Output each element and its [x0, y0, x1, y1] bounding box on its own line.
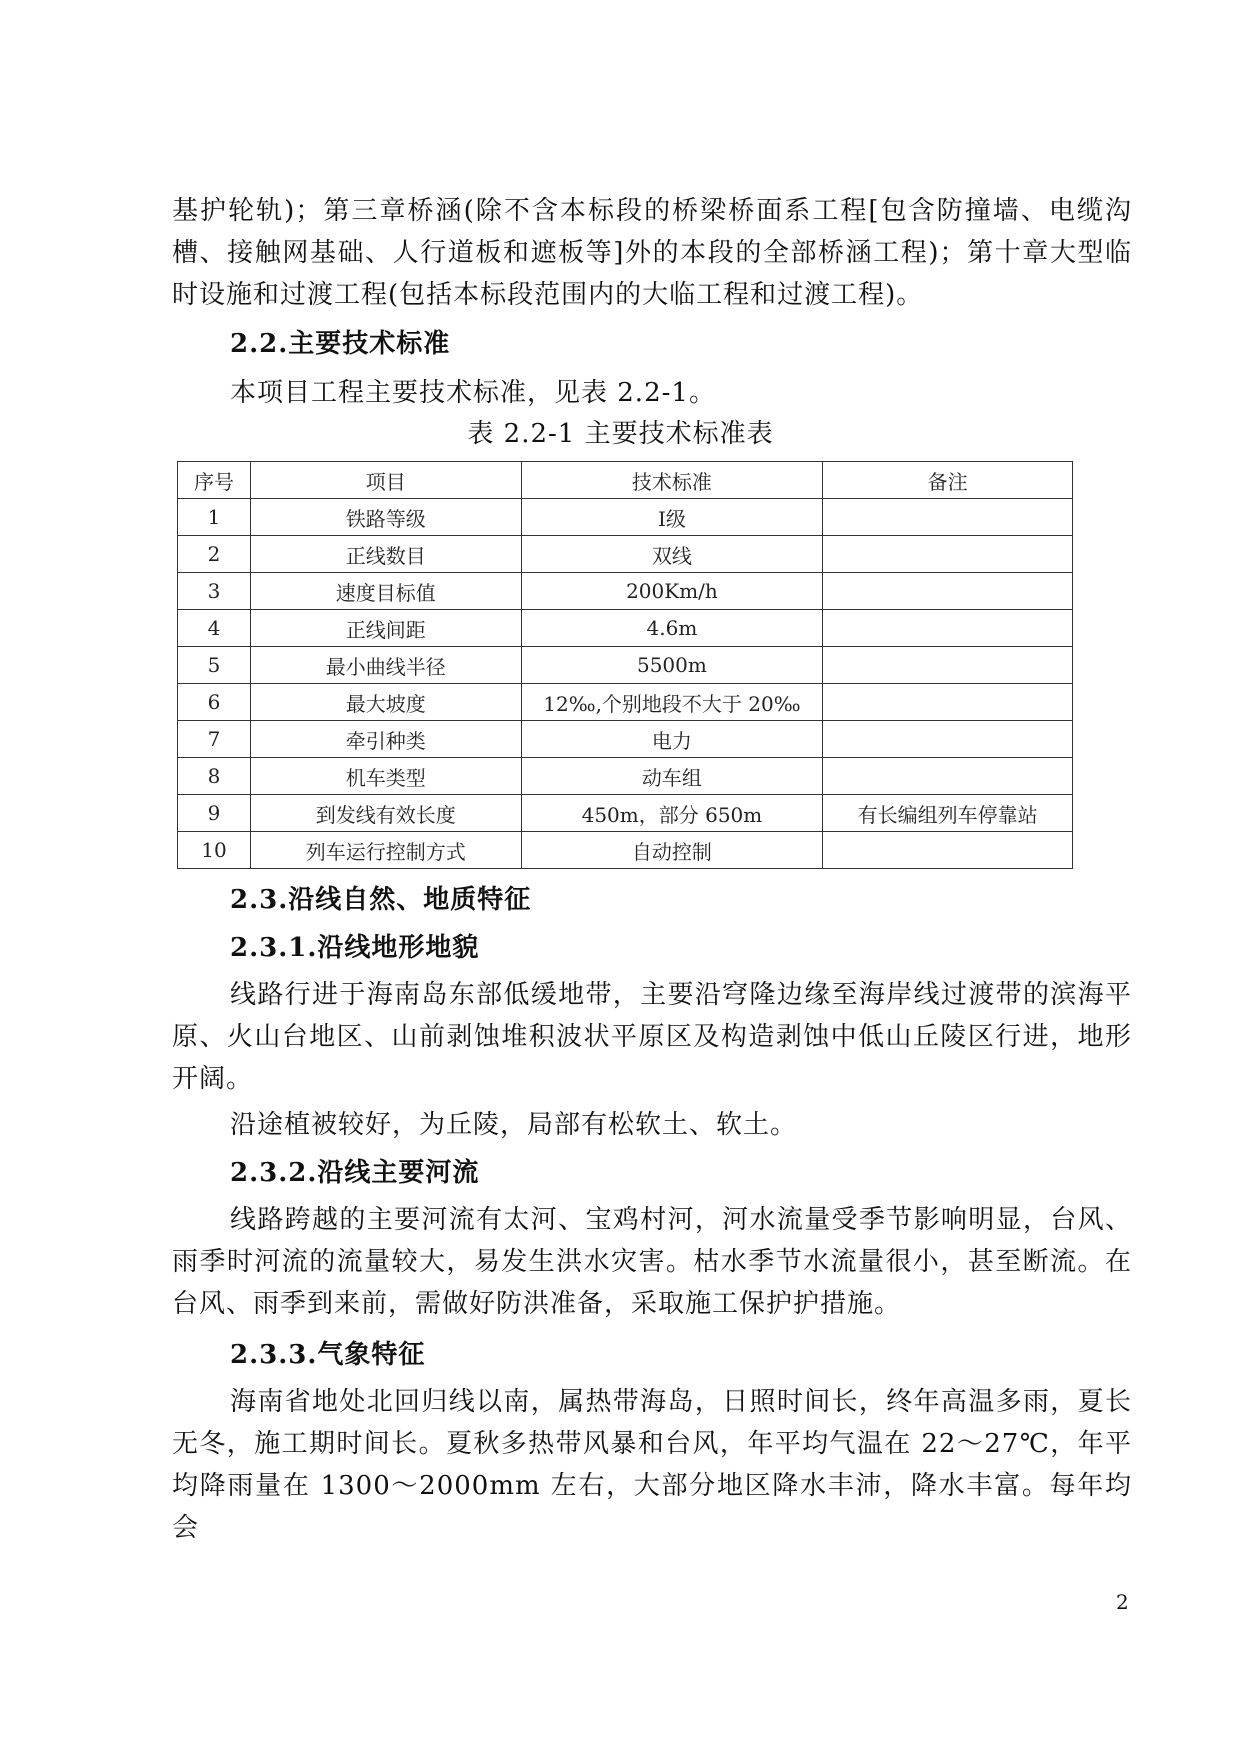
cell-index: 5	[178, 647, 251, 684]
column-header-item: 项目	[250, 462, 521, 499]
section-2-3-1-heading: 2.3.1.沿线地形地貌	[230, 933, 480, 963]
cell-remark	[823, 536, 1073, 573]
cell-item: 列车运行控制方式	[250, 832, 521, 869]
cell-standard: 12‰,个别地段不大于 20‰	[521, 684, 823, 721]
cell-index: 1	[178, 499, 251, 536]
cell-standard: 450m，部分 650m	[521, 795, 823, 832]
section-2-3-heading: 2.3.沿线自然、地质特征	[230, 885, 532, 915]
column-header-remark: 备注	[823, 462, 1073, 499]
cell-standard: 双线	[521, 536, 823, 573]
column-header-standard: 技术标准	[521, 462, 823, 499]
cell-standard: 动车组	[521, 758, 823, 795]
cell-item: 速度目标值	[250, 573, 521, 610]
section-2-3-3-heading: 2.3.3.气象特征	[230, 1340, 426, 1370]
cell-item: 最小曲线半径	[250, 647, 521, 684]
cell-item: 到发线有效长度	[250, 795, 521, 832]
cell-standard: 5500m	[521, 647, 823, 684]
cell-index: 4	[178, 610, 251, 647]
cell-index: 10	[178, 832, 251, 869]
table-row	[178, 832, 1073, 869]
section-2-2-heading: 2.2.主要技术标准	[230, 329, 451, 359]
cell-index: 8	[178, 758, 251, 795]
cell-standard: 4.6m	[521, 610, 823, 647]
table-row	[178, 499, 1073, 536]
table-caption: 表 2.2-1 主要技术标准表	[467, 419, 774, 449]
cell-remark	[823, 832, 1073, 869]
cell-remark	[823, 647, 1073, 684]
cell-item: 正线间距	[250, 610, 521, 647]
cell-item: 最大坡度	[250, 684, 521, 721]
cell-remark	[823, 499, 1073, 536]
vegetation-paragraph: 沿途植被较好，为丘陵，局部有松软土、软土。	[230, 1110, 798, 1140]
cell-index: 9	[178, 795, 251, 832]
cell-remark	[823, 684, 1073, 721]
cell-index: 6	[178, 684, 251, 721]
cell-item: 牵引种类	[250, 721, 521, 758]
section-2-3-2-heading: 2.3.2.沿线主要河流	[230, 1158, 480, 1188]
column-header-index: 序号	[178, 462, 251, 499]
cell-standard: 自动控制	[521, 832, 823, 869]
cell-remark	[823, 610, 1073, 647]
rivers-paragraph: 线路跨越的主要河流有太河、宝鸡村河，河水流量受季节影响明显，台风、雨季时河流的流量较大，易发生洪水灾害。枯水季节水流量很小，甚至断流。在台风、雨季到来前，需做好防洪准备，采取施工保护护措施。	[172, 1205, 1132, 1319]
table-row	[178, 573, 1073, 610]
cell-standard: Ⅰ级	[521, 499, 823, 536]
cell-item: 正线数目	[250, 536, 521, 573]
cell-item: 铁路等级	[250, 499, 521, 536]
cell-remark	[823, 573, 1073, 610]
cell-remark	[823, 721, 1073, 758]
cell-remark	[823, 758, 1073, 795]
table-row	[178, 610, 1073, 647]
table-header-row	[178, 462, 1073, 499]
technical-standards-table	[177, 461, 1073, 869]
cell-index: 2	[178, 536, 251, 573]
cell-index: 3	[178, 573, 251, 610]
section-2-2-text: 本项目工程主要技术标准，见表 2.2-1。	[230, 378, 716, 408]
intro-paragraph: 基护轮轨)；第三章桥涵(除不含本标段的桥梁桥面系工程[包含防撞墙、电缆沟槽、接触网基础、人行道板和遮板等]外的本段的全部桥涵工程)；第十章大型临时设施和过渡工程(包括本标段范围内的大临工程和过渡工程)。	[172, 196, 1132, 310]
terrain-paragraph: 线路行进于海南岛东部低缓地带，主要沿穹隆边缘至海岸线过渡带的滨海平原、火山台地区、山前剥蚀堆积波状平原区及构造剥蚀中低山丘陵区行进，地形开阔。	[172, 980, 1132, 1094]
cell-item: 机车类型	[250, 758, 521, 795]
table-row	[178, 758, 1073, 795]
cell-standard: 电力	[521, 721, 823, 758]
table-row	[178, 721, 1073, 758]
table-row	[178, 647, 1073, 684]
page-number: 2	[1116, 1590, 1129, 1614]
cell-standard: 200Km/h	[521, 573, 823, 610]
cell-remark: 有长编组列车停靠站	[823, 795, 1073, 832]
table-row	[178, 795, 1073, 832]
table-row	[178, 536, 1073, 573]
cell-index: 7	[178, 721, 251, 758]
table-row	[178, 684, 1073, 721]
climate-paragraph: 海南省地处北回归线以南，属热带海岛，日照时间长，终年高温多雨，夏长无冬，施工期时间长。夏秋多热带风暴和台风，年平均气温在 22～27℃，年平均降雨量在 1300～2000mm 左右，大部分地区降水丰沛，降水丰富。每年均会	[172, 1387, 1132, 1543]
